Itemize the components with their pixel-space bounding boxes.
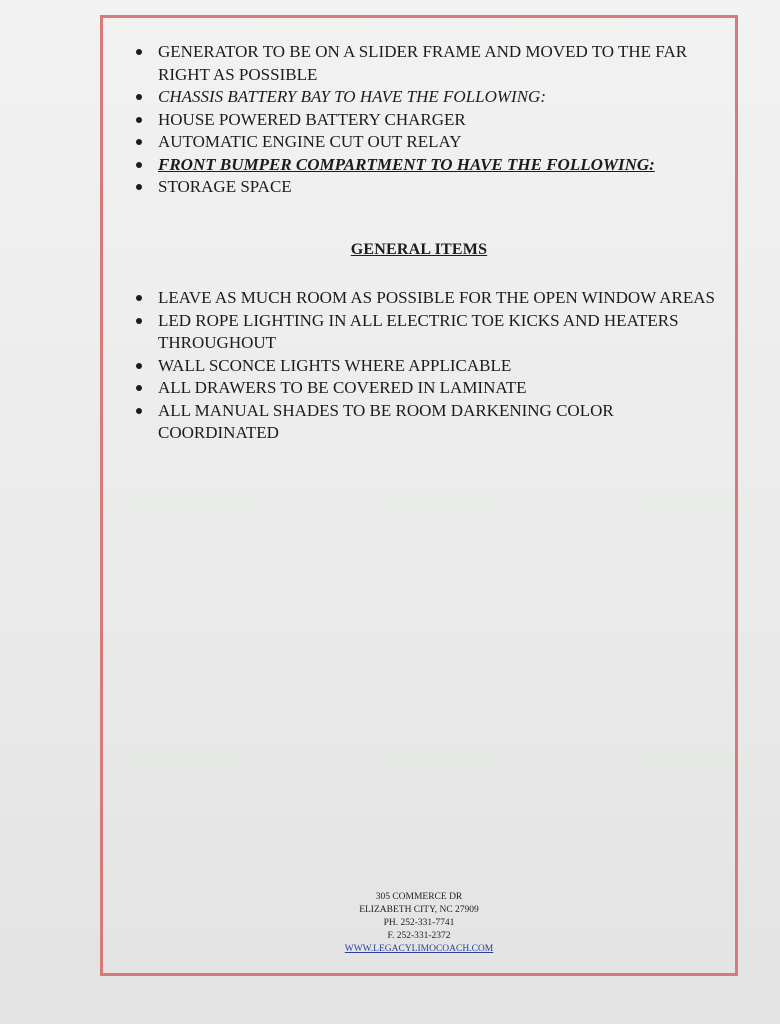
list-item-text: GENERATOR TO BE ON A SLIDER FRAME AND MOVED TO THE FAR RIGHT AS POSSIBLE — [158, 42, 688, 84]
list-item — [130, 310, 730, 355]
list-item-text: WALL SCONCE LIGHTS WHERE APPLICABLE — [158, 355, 512, 375]
list-item — [130, 400, 730, 445]
bullet-icon — [136, 295, 142, 301]
list-item — [130, 86, 730, 109]
list-item-text: LEAVE AS MUCH ROOM AS POSSIBLE FOR THE OPEN WINDOW AREAS — [158, 288, 715, 307]
list-item-text: AUTOMATIC ENGINE CUT OUT RELAY — [158, 132, 462, 151]
footer-fax: F. 252-331-2372 — [387, 931, 451, 941]
bullet-icon — [136, 117, 142, 123]
bullet-icon — [136, 408, 142, 414]
footer-phone: PH. 252-331-7741 — [383, 918, 455, 928]
list-item — [130, 287, 730, 310]
list-item — [130, 154, 730, 177]
list-item-text: STORAGE SPACE — [158, 177, 292, 196]
list-item — [130, 176, 730, 199]
list-item-text: CHASSIS BATTERY BAY TO HAVE THE FOLLOWING: — [158, 87, 546, 106]
list-item — [130, 131, 730, 154]
bullet-icon — [136, 363, 142, 369]
list-item-text: ALL MANUAL SHADES TO BE ROOM DARKENING COLOR COORDINATED — [158, 400, 614, 442]
list-item-text: LED ROPE LIGHTING IN ALL ELECTRIC TOE KICKS AND HEATERS THROUGHOUT — [158, 310, 679, 352]
top-bullet-list — [130, 41, 730, 199]
list-item — [130, 377, 730, 400]
footer-address: 305 COMMERCE DR — [375, 892, 463, 902]
list-item-text: ALL DRAWERS TO BE COVERED IN LAMINATE — [158, 378, 527, 397]
footer-website-link[interactable]: WWW.LEGACYLIMOCOACH.COM — [344, 944, 494, 954]
bullet-icon — [136, 139, 142, 145]
section-heading: GENERAL ITEMS — [350, 241, 488, 258]
list-item — [130, 109, 730, 132]
bullet-icon — [136, 94, 142, 100]
list-item — [130, 355, 730, 378]
bullet-icon — [136, 318, 142, 324]
list-item-text: FRONT BUMPER COMPARTMENT TO HAVE THE FOLLOWING: — [158, 154, 655, 174]
list-item — [130, 41, 730, 86]
bullet-icon — [136, 49, 142, 55]
bullet-icon — [136, 385, 142, 391]
footer-city: ELIZABETH CITY, NC 27909 — [359, 905, 479, 915]
bullet-icon — [136, 162, 142, 168]
footer-contact — [100, 891, 738, 956]
list-item-text: HOUSE POWERED BATTERY CHARGER — [158, 109, 466, 129]
bullet-icon — [136, 184, 142, 190]
general-bullet-list — [130, 287, 730, 445]
